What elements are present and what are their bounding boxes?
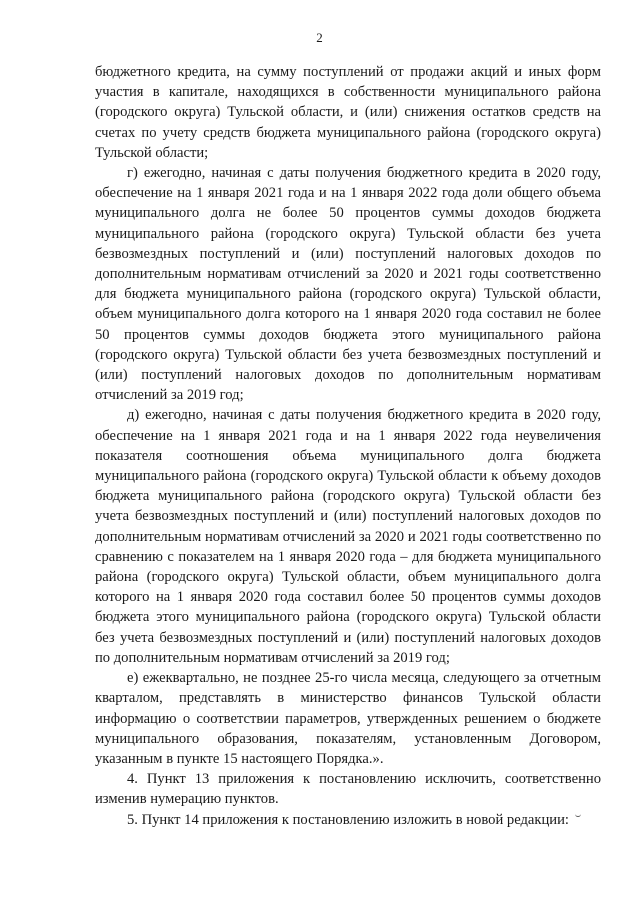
paragraph-point-4: 4. Пункт 13 приложения к постановлению исключить, соответственно изменив нумерацию пунктов.	[95, 771, 601, 808]
page-number: 2	[316, 30, 323, 45]
paragraph-point-5: 5. Пункт 14 приложения к постановлению изложить в новой редакции:	[127, 811, 569, 828]
document-body	[95, 62, 601, 830]
paragraph-item-d: д) ежегодно, начиная с даты получения бюджетного кредита в 2020 году, обеспечение на 1 января 2021 года и на 1 января 2022 года неувеличения показателя соотношения объема муниципального долга бюджета муниципального района (городского округа) Тульской области к объему доходов бюджета муниципального района (городского округа) Тульской области без учета безвозмездных поступлений и (или) поступлений налоговых доходов по дополнительным нормативам отчислений за 2020 и 2021 годы соответственно по сравнению с показателем на 1 января 2020 года – для бюджета муниципального района (городского округа) Тульской области, объем муниципального долга которого на 1 января 2020 года составил более 50 процентов суммы доходов бюджета этого муниципального района (городского округа) Тульской области без учета безвозмездных поступлений и (или) поступлений налоговых доходов по дополнительным нормативам отчислений за 2019 год;	[95, 407, 601, 666]
paragraph-item-e: е) ежеквартально, не позднее 25-го числа месяца, следующего за отчетным кварталом, представлять в министерство финансов Тульской области информацию о соответствии параметров, утвержденных решением о бюджете муниципального образования, показателям, установленным Договором, указанным в пункте 15 настоящего Порядка.».	[95, 670, 601, 767]
paragraph-budget-credit-continuation: бюджетного кредита, на сумму поступлений от продажи акций и иных форм участия в капитале, находящихся в собственности муниципального района (городского округа) Тульской области, и (или) снижения остатков средств на счетах по учету средств бюджета муниципального района (городского округа) Тульской области;	[95, 64, 601, 161]
paragraph-item-g: г) ежегодно, начиная с даты получения бюджетного кредита в 2020 году, обеспечение на 1 января 2021 года и на 1 января 2022 года доли общего объема муниципального долга не более 50 процентов суммы доходов бюджета муниципального района (городского округа) Тульской области без учета безвозмездных поступлений и (или) поступлений налоговых доходов по дополнительным нормативам отчислений за 2020 и 2021 годы соответственно для бюджета муниципального района (городского округа) Тульской области, объем муниципального долга которого на 1 января 2020 года составил не более 50 процентов суммы доходов бюджета этого муниципального района (городского округа) Тульской области без учета безвозмездных поступлений и (или) поступлений налоговых доходов по дополнительным нормативам отчислений за 2019 год;	[95, 165, 601, 404]
